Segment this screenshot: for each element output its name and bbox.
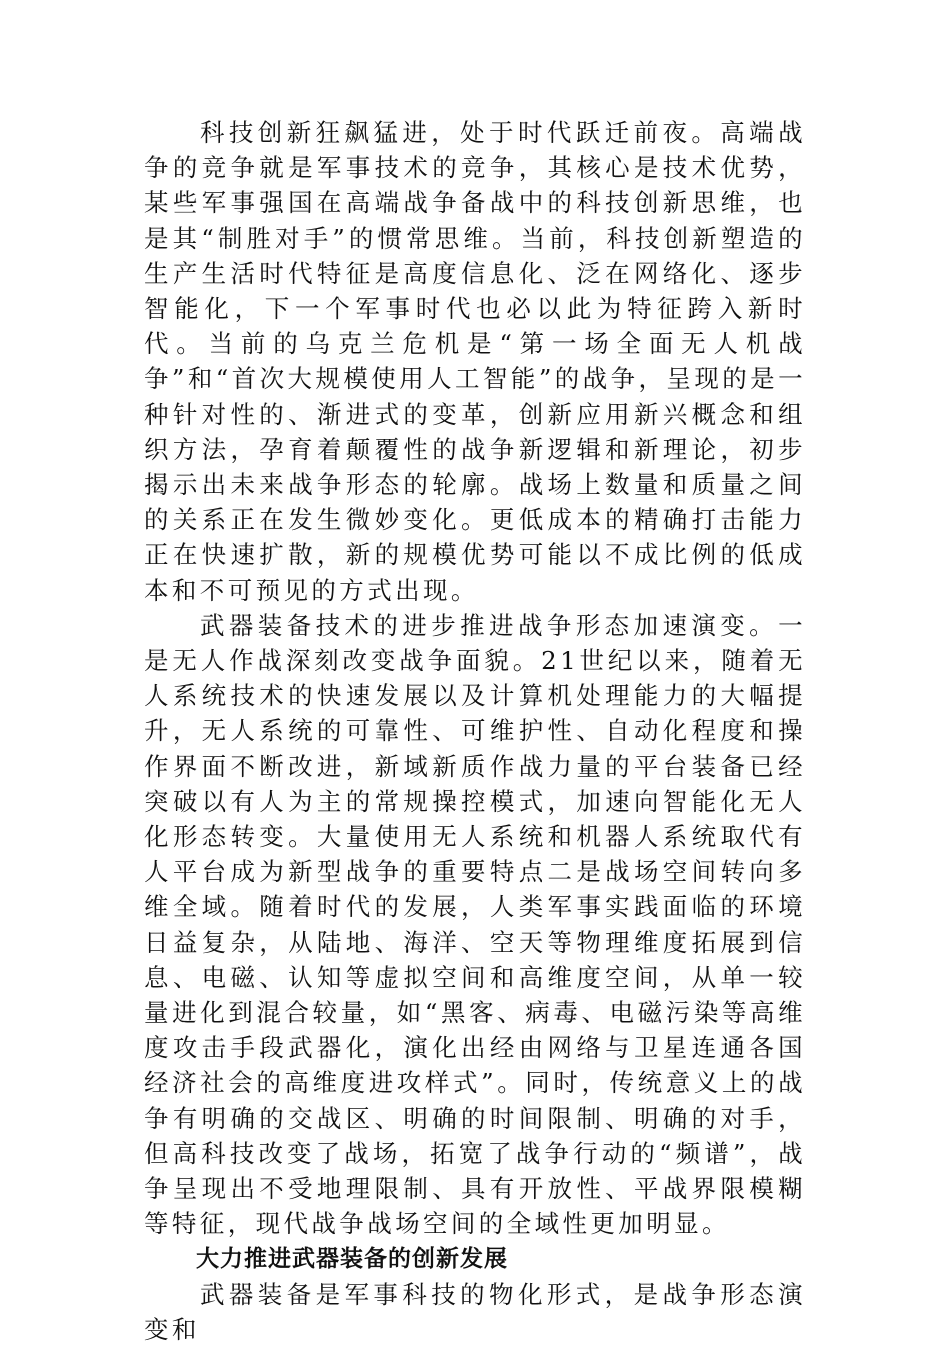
body-paragraph-weapon-tech: 武器装备技术的进步推进战争形态加速演变。一是无人作战深刻改变战争面貌。21世纪以来，随着无人系统技术的快速发展以及计算机处理能力的大幅提升，无人系统的可靠性、可维护性、自动化程度和操作界面不断改进，新域新质作战力量的平台装备已经突破以有人为主的常规操控模式，加速向智能化无人化形态转变。大量使用无人系统和机器人系统取代有人平台成为新型战争的重要特点二是战场空间转向多维全域。随着时代的发展，人类军事实践面临的环境日益复杂，从陆地、海洋、空天等物理维度拓展到信息、电磁、认知等虚拟空间和高维度空间，从单一较量进化到混合较量，如“黑客、病毒、电磁污染等高维度攻击手段武器化，演化出经由网络与卫星连通各国经济社会的高维度进攻样式”。同时，传统意义上的战争有明确的交战区、明确的时间限制、明确的对手，但高科技改变了战场，拓宽了战争行动的“频谱”，战争呈现出不受地理限制、具有开放性、平战界限模糊等特征，现代战争战场空间的全域性更加明显。 — [144, 610, 806, 1239]
body-paragraph-tech-innovation: 科技创新狂飙猛进，处于时代跃迁前夜。高端战争的竞争就是军事技术的竞争，其核心是技术优势，某些军事强国在高端战争备战中的科技创新思维，也是其“制胜对手”的惯常思维。当前，科技创新塑造的生产生活时代特征是高度信息化、泛在网络化、逐步智能化，下一个军事时代也必以此为特征跨入新时代。当前的乌克兰危机是“第一场全面无人机战争”和“首次大规模使用人工智能”的战争，呈现的是一种针对性的、渐进式的变革，创新应用新兴概念和组织方法，孕育着颠覆性的战争新逻辑和新理论，初步揭示出未来战争形态的轮廓。战场上数量和质量之间的关系正在发生微妙变化。更低成本的精确打击能力正在快速扩散，新的规模优势可能以不成比例的低成本和不可预见的方式出现。 — [144, 118, 806, 605]
document-page — [144, 115, 806, 1347]
section-heading: 大力推进武器装备的创新发展 — [196, 1245, 508, 1272]
body-paragraph-weapon-equipment: 武器装备是军事科技的物化形式，是战争形态演变和 — [144, 1279, 806, 1344]
